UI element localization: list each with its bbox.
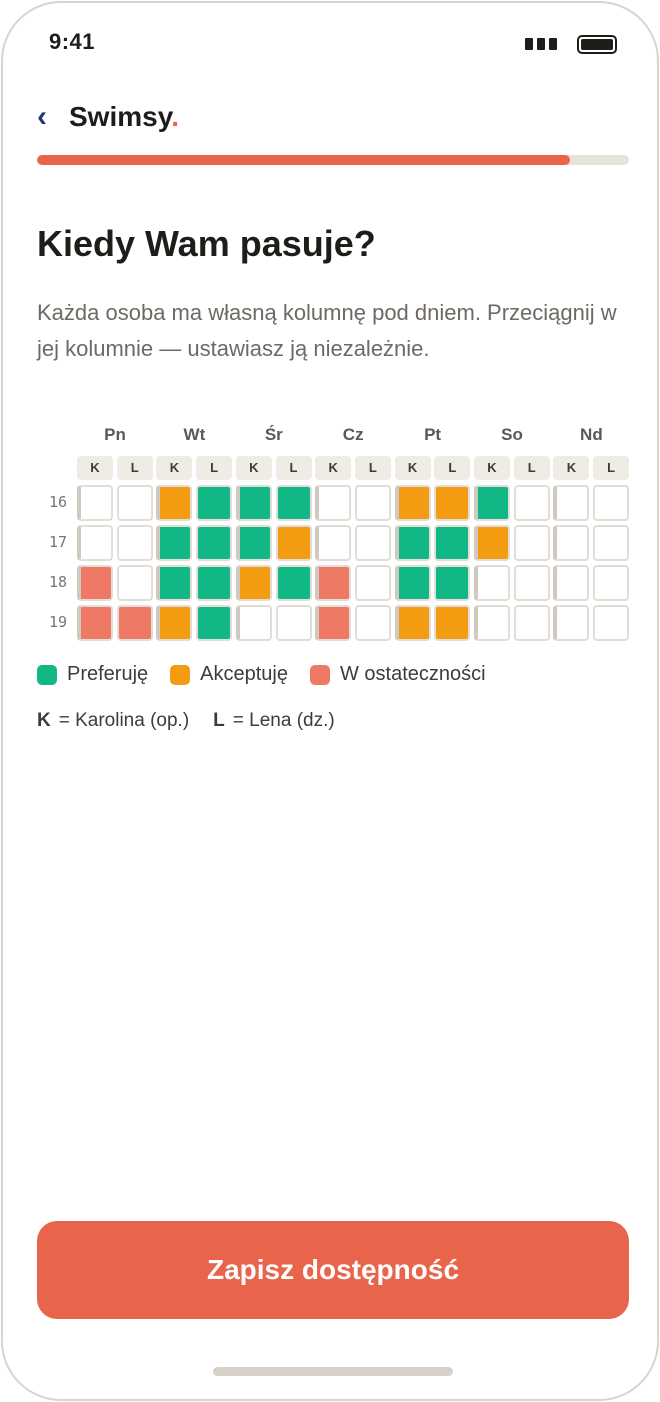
availability-cell[interactable] <box>434 605 470 641</box>
status-time: 9:41 <box>49 29 96 54</box>
page-title: Kiedy Wam pasuje? <box>37 223 376 264</box>
availability-cell[interactable] <box>276 605 312 641</box>
availability-cell[interactable] <box>474 485 510 521</box>
availability-cell[interactable] <box>276 525 312 561</box>
availability-cell[interactable] <box>395 565 431 601</box>
availability-cell[interactable] <box>276 485 312 521</box>
availability-cell[interactable] <box>553 565 589 601</box>
back-chevron-icon[interactable]: ‹ <box>37 100 47 133</box>
availability-cell[interactable] <box>196 485 232 521</box>
availability-cell[interactable] <box>355 565 391 601</box>
legend-last-resort <box>310 663 486 686</box>
person-column-label: K <box>77 456 113 480</box>
availability-cell[interactable] <box>315 605 351 641</box>
availability-cell[interactable] <box>395 485 431 521</box>
person-column-label: K <box>553 456 589 480</box>
availability-cell[interactable] <box>355 485 391 521</box>
availability-cell[interactable] <box>474 525 510 561</box>
phone-frame <box>1 1 659 1401</box>
availability-cell[interactable] <box>434 565 470 601</box>
hour-label: 19 <box>49 613 68 631</box>
day-label: Nd <box>580 425 603 444</box>
availability-cell[interactable] <box>514 605 550 641</box>
availability-cell[interactable] <box>77 565 113 601</box>
availability-cell[interactable] <box>77 485 113 521</box>
availability-cell[interactable] <box>593 605 629 641</box>
person-key <box>37 710 335 732</box>
availability-cell[interactable] <box>593 485 629 521</box>
availability-cell[interactable] <box>156 565 192 601</box>
availability-cell[interactable] <box>156 485 192 521</box>
availability-cell[interactable] <box>276 565 312 601</box>
legend-acceptable <box>170 663 288 686</box>
availability-cell[interactable] <box>514 485 550 521</box>
legend-preferred-label: Preferuję <box>67 663 149 685</box>
person-column-label: K <box>395 456 431 480</box>
key-l-letter: L <box>213 710 225 731</box>
availability-cell[interactable] <box>553 525 589 561</box>
person-column-label: L <box>434 456 470 480</box>
brand-name: Swimsy <box>69 101 172 132</box>
availability-cell[interactable] <box>395 525 431 561</box>
availability-cell[interactable] <box>553 605 589 641</box>
person-column-label: K <box>474 456 510 480</box>
key-k-letter: K <box>37 710 51 731</box>
key-k-text: = Karolina (op.) <box>58 710 190 731</box>
availability-cell[interactable] <box>593 565 629 601</box>
nav-bar <box>37 95 179 139</box>
availability-cell[interactable] <box>434 525 470 561</box>
legend <box>37 663 508 686</box>
home-indicator <box>213 1367 453 1376</box>
availability-cell[interactable] <box>474 605 510 641</box>
last-resort-swatch <box>310 665 330 685</box>
availability-cell[interactable] <box>355 605 391 641</box>
availability-cell[interactable] <box>236 485 272 521</box>
availability-cell[interactable] <box>593 525 629 561</box>
key-l-text: = Lena (dz.) <box>232 710 335 731</box>
legend-preferred <box>37 663 148 686</box>
battery-icon <box>577 35 617 54</box>
availability-cell[interactable] <box>474 565 510 601</box>
availability-cell[interactable] <box>156 525 192 561</box>
hour-label: 16 <box>49 493 68 511</box>
day-label: Wt <box>183 425 206 444</box>
person-column-label: L <box>117 456 153 480</box>
availability-cell[interactable] <box>315 525 351 561</box>
day-label: So <box>501 425 523 444</box>
availability-cell[interactable] <box>117 525 153 561</box>
signal-icon <box>525 38 557 50</box>
day-label: Śr <box>264 425 283 444</box>
brand-logo <box>69 101 179 133</box>
person-column-label: L <box>593 456 629 480</box>
progress-bar <box>37 155 629 165</box>
availability-cell[interactable] <box>514 525 550 561</box>
legend-last-resort-label: W ostateczności <box>340 663 486 685</box>
availability-cell[interactable] <box>434 485 470 521</box>
status-bar <box>3 3 657 83</box>
hour-label: 18 <box>49 573 68 591</box>
person-column-label: L <box>355 456 391 480</box>
availability-cell[interactable] <box>77 525 113 561</box>
availability-cell[interactable] <box>156 605 192 641</box>
availability-cell[interactable] <box>196 605 232 641</box>
day-label: Cz <box>342 425 364 444</box>
person-column-label: K <box>315 456 351 480</box>
brand-dot: . <box>171 101 179 132</box>
availability-cell[interactable] <box>553 485 589 521</box>
availability-cell[interactable] <box>117 605 153 641</box>
availability-cell[interactable] <box>315 565 351 601</box>
save-availability-button[interactable]: Zapisz dostępność <box>37 1221 629 1319</box>
availability-cell[interactable] <box>236 605 272 641</box>
availability-cell[interactable] <box>196 565 232 601</box>
day-label: Pt <box>424 425 442 444</box>
person-column-label: K <box>236 456 272 480</box>
acceptable-swatch <box>170 665 190 685</box>
availability-cell[interactable] <box>117 485 153 521</box>
availability-cell[interactable] <box>514 565 550 601</box>
availability-cell[interactable] <box>315 485 351 521</box>
availability-cell[interactable] <box>196 525 232 561</box>
availability-cell[interactable] <box>236 565 272 601</box>
person-column-label: L <box>196 456 232 480</box>
legend-acceptable-label: Akceptuję <box>200 663 288 685</box>
availability-cell[interactable] <box>236 525 272 561</box>
availability-cell[interactable] <box>355 525 391 561</box>
availability-cell[interactable] <box>117 565 153 601</box>
availability-cell[interactable] <box>395 605 431 641</box>
availability-cell[interactable] <box>77 605 113 641</box>
person-column-label: K <box>156 456 192 480</box>
preferred-swatch <box>37 665 57 685</box>
person-column-label: L <box>514 456 550 480</box>
page-description: Każda osoba ma własną kolumnę pod dniem. Przeciągnij w jej kolumnie — ustawiasz ją niezależnie. <box>37 300 617 361</box>
day-label: Pn <box>104 425 126 444</box>
hour-label: 17 <box>49 533 68 551</box>
progress-fill <box>37 155 570 165</box>
person-column-label: L <box>276 456 312 480</box>
